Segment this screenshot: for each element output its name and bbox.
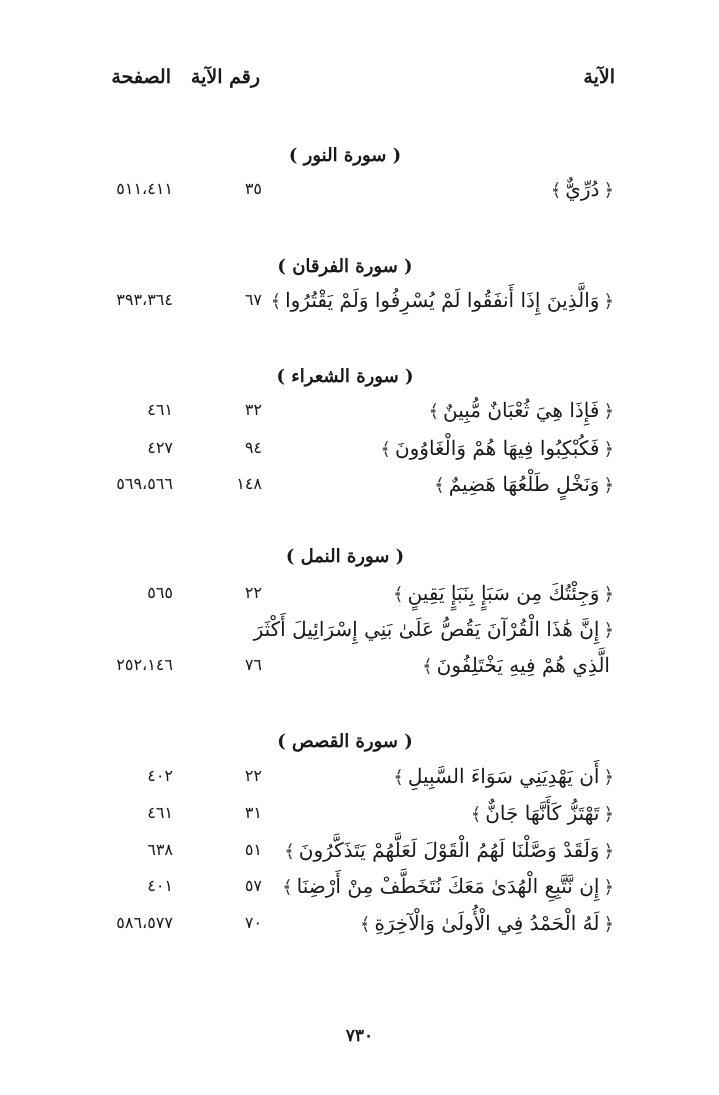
ornament-open-bracket: ﴿ bbox=[603, 291, 614, 312]
verse-number: ٧٦ bbox=[244, 655, 262, 674]
verse-number: ٥٧ bbox=[244, 876, 262, 895]
verse-words: إِنَّ هَٰذَا الْقُرْآنَ يَقُصُّ عَلَىٰ بَنِي إِسْرَائِيلَ أَكْثَرَ bbox=[253, 617, 600, 641]
surah-title: ( سورة الشعراء ) bbox=[276, 366, 414, 387]
page-references: ٦٣٨ bbox=[147, 840, 173, 859]
verse-words: تَهْتَزُّ كَأَنَّهَا جَانٌّ bbox=[485, 801, 600, 825]
ornament-close-bracket: ﴾ bbox=[428, 401, 439, 422]
verse-number: ٣٥ bbox=[244, 179, 262, 198]
verse-number: ٥١ bbox=[244, 840, 262, 859]
verse-text bbox=[360, 905, 614, 941]
index-row bbox=[0, 282, 719, 318]
page-references: ٤٠١ bbox=[147, 876, 173, 895]
verse-words: أَن يَهْدِيَنِي سَوَاءَ السَّبِيلِ bbox=[407, 764, 600, 788]
ornament-close-bracket: ﴾ bbox=[393, 584, 404, 605]
verse-text bbox=[393, 758, 614, 794]
verse-words: وَالَّذِينَ إِذَا أَنفَقُوا لَمْ يُسْرِفُوا وَلَمْ يَقْتُرُوا bbox=[285, 288, 600, 312]
verse-text bbox=[471, 795, 614, 831]
verse-text bbox=[282, 868, 614, 904]
verse-words: الَّذِي هُمْ فِيهِ يَخْتَلِفُونَ bbox=[436, 653, 610, 677]
ornament-open-bracket: ﴿ bbox=[603, 180, 614, 201]
ornament-open-bracket: ﴿ bbox=[603, 584, 614, 605]
page-references: ٢٥٢،١٤٦ bbox=[116, 655, 173, 674]
verse-words: دُرِّيٌّ bbox=[565, 177, 600, 201]
surah-title: ( سورة الفرقان ) bbox=[277, 256, 413, 277]
verse-number: ٦٧ bbox=[244, 290, 262, 309]
ornament-close-bracket: ﴾ bbox=[380, 439, 391, 460]
page-references: ٤٠٢ bbox=[147, 766, 173, 785]
verse-text bbox=[422, 647, 614, 683]
column-header-page: الصفحة bbox=[111, 66, 171, 88]
verse-words: إِن نَّتَّبِعِ الْهُدَىٰ مَعَكَ نُتَخَطَّفْ مِنْ أَرْضِنَا bbox=[296, 874, 600, 898]
verse-words: لَهُ الْحَمْدُ فِي الْأُولَىٰ وَالْآخِرَةِ bbox=[374, 911, 600, 935]
index-row bbox=[0, 795, 719, 831]
verse-words: فَإِذَا هِيَ ثُعْبَانٌ مُّبِينٌ bbox=[443, 398, 600, 422]
page-references: ٣٩٣،٣٦٤ bbox=[116, 290, 173, 309]
ornament-open-bracket: ﴿ bbox=[603, 914, 614, 935]
ornament-open-bracket: ﴿ bbox=[603, 841, 614, 862]
ornament-close-bracket: ﴾ bbox=[550, 180, 562, 201]
page-references: ٥٦٩،٥٦٦ bbox=[116, 474, 173, 493]
verse-text bbox=[250, 611, 614, 647]
index-row bbox=[0, 171, 719, 207]
ornament-close-bracket: ﴾ bbox=[422, 656, 433, 677]
surah-title: ( سورة النور ) bbox=[288, 145, 402, 166]
index-row bbox=[0, 832, 719, 868]
ornament-close-bracket: ﴾ bbox=[470, 804, 482, 825]
page-references: ٥١١،٤١١ bbox=[116, 179, 173, 198]
verse-words: فَكُبْكِبُوا فِيهَا هُمْ وَالْغَاوُونَ bbox=[394, 436, 600, 460]
ornament-open-bracket: ﴿ bbox=[603, 804, 614, 825]
surah-title: ( سورة القصص ) bbox=[277, 731, 413, 752]
verse-text bbox=[434, 466, 614, 502]
column-header-verse-number: رقم الآية bbox=[190, 66, 260, 88]
ornament-open-bracket: ﴿ bbox=[603, 877, 614, 898]
verse-words: وَجِئْتُكَ مِن سَبَإٍ بِنَبَإٍ يَقِينٍ bbox=[407, 581, 600, 605]
index-row bbox=[0, 466, 719, 502]
verse-text bbox=[271, 282, 614, 318]
index-row bbox=[0, 611, 719, 647]
index-row bbox=[0, 430, 719, 466]
page-references: ٤٦١ bbox=[147, 400, 173, 419]
ornament-close-bracket: ﴾ bbox=[284, 841, 295, 862]
verse-words: وَنَخْلٍ طَلْعُهَا هَضِيمٌ bbox=[448, 472, 600, 496]
index-row bbox=[0, 575, 719, 611]
ornament-open-bracket: ﴿ bbox=[603, 767, 614, 788]
surah-title: ( سورة النمل ) bbox=[285, 546, 405, 567]
verse-number: ١٤٨ bbox=[236, 474, 262, 493]
verse-number: ٢٢ bbox=[244, 583, 262, 602]
verse-number: ٣٢ bbox=[244, 400, 262, 419]
verse-text bbox=[551, 171, 614, 207]
page-references: ٤٦١ bbox=[147, 803, 173, 822]
page-references: ٤٢٧ bbox=[147, 438, 173, 457]
index-row bbox=[0, 392, 719, 428]
ornament-open-bracket: ﴿ bbox=[603, 439, 614, 460]
verse-number: ٣١ bbox=[244, 803, 262, 822]
ornament-close-bracket: ﴾ bbox=[270, 291, 282, 312]
verse-text bbox=[428, 392, 614, 428]
verse-text bbox=[380, 430, 614, 466]
column-header-verse: الآية bbox=[583, 66, 615, 88]
index-row bbox=[0, 758, 719, 794]
page-references: ٥٨٦،٥٧٧ bbox=[116, 913, 173, 932]
index-row bbox=[0, 905, 719, 941]
verse-number: ٩٤ bbox=[244, 438, 262, 457]
ornament-close-bracket: ﴾ bbox=[282, 877, 293, 898]
verse-words: وَلَقَدْ وَصَّلْنَا لَهُمُ الْقَوْلَ لَعَلَّهُمْ يَتَذَكَّرُونَ bbox=[298, 838, 600, 862]
page-number: ٧٣٠ bbox=[345, 1026, 374, 1046]
ornament-open-bracket: ﴿ bbox=[603, 401, 614, 422]
ornament-close-bracket: ﴾ bbox=[359, 914, 371, 935]
verse-text bbox=[284, 832, 614, 868]
verse-number: ٧٠ bbox=[244, 913, 262, 932]
index-row bbox=[0, 647, 719, 683]
verse-number: ٢٢ bbox=[244, 766, 262, 785]
ornament-open-bracket: ﴿ bbox=[603, 620, 614, 641]
index-row bbox=[0, 868, 719, 904]
ornament-close-bracket: ﴾ bbox=[434, 475, 445, 496]
verse-text bbox=[393, 575, 614, 611]
page-references: ٥٦٥ bbox=[147, 583, 173, 602]
ornament-open-bracket: ﴿ bbox=[603, 475, 614, 496]
ornament-close-bracket: ﴾ bbox=[393, 767, 404, 788]
